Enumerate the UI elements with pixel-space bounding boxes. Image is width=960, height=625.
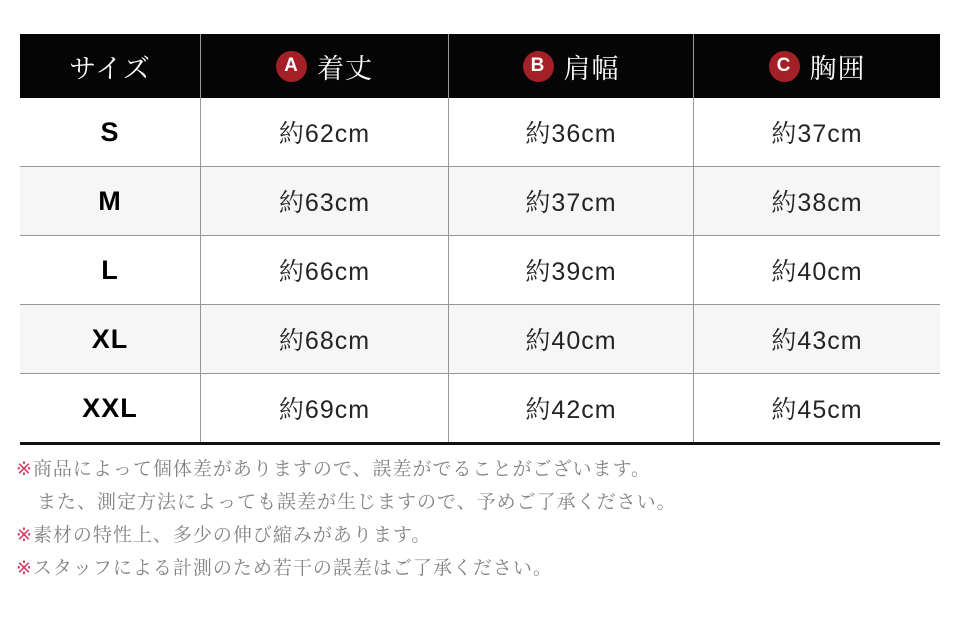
size-cell: XXL: [82, 392, 138, 423]
shoulder-value: 約40cm: [448, 305, 693, 373]
note-material-stretch: [16, 519, 946, 552]
table-header-row: [20, 34, 940, 98]
header-shoulder-label: 肩幅: [563, 53, 620, 84]
chest-value: 約45cm: [693, 374, 940, 442]
note-individual-difference-continued: また、測定方法によっても誤差が生じますので、予めご了承ください。: [37, 492, 677, 513]
size-cell: XL: [91, 323, 129, 354]
header-size: サイズ: [69, 53, 151, 84]
header-shoulder: [448, 34, 693, 98]
badge-a-icon: A: [276, 51, 307, 82]
length-value: 約68cm: [200, 305, 448, 373]
table-row-l: [20, 235, 940, 304]
note-individual-difference: [16, 453, 946, 486]
shoulder-value: 約37cm: [448, 167, 693, 235]
table-row-m: [20, 166, 940, 235]
shoulder-value: 約39cm: [448, 236, 693, 304]
shoulder-value: 約42cm: [448, 374, 693, 442]
note-marker: ※: [16, 525, 33, 546]
header-chest-label: 胸囲: [809, 53, 866, 84]
length-value: 約63cm: [200, 167, 448, 235]
note-marker: ※: [16, 459, 33, 480]
chest-value: 約43cm: [693, 305, 940, 373]
header-chest: [693, 34, 940, 98]
note-staff-measurement: [16, 552, 946, 585]
length-value: 約69cm: [200, 374, 448, 442]
size-cell: M: [98, 185, 122, 216]
note-text: スタッフによる計測のため若干の誤差はご了承ください。: [32, 558, 553, 579]
disclaimer-notes: [16, 453, 946, 585]
chest-value: 約37cm: [693, 98, 940, 166]
badge-c-icon: C: [769, 51, 800, 82]
chest-value: 約38cm: [693, 167, 940, 235]
note-marker: ※: [16, 558, 33, 579]
note-text: 素材の特性上、多少の伸び縮みがあります。: [32, 525, 432, 546]
header-length: [200, 34, 448, 98]
length-value: 約62cm: [200, 98, 448, 166]
chest-value: 約40cm: [693, 236, 940, 304]
size-chart-table: [20, 34, 940, 445]
note-text: 商品によって個体差がありますので、誤差がでることがございます。: [32, 459, 652, 480]
size-cell: L: [101, 254, 119, 285]
header-length-label: 着丈: [317, 53, 373, 84]
length-value: 約66cm: [200, 236, 448, 304]
table-row-xl: [20, 304, 940, 373]
size-cell: S: [100, 116, 120, 147]
shoulder-value: 約36cm: [448, 98, 693, 166]
table-row-xxl: [20, 373, 940, 442]
table-row-s: [20, 98, 940, 166]
badge-b-icon: B: [523, 51, 554, 82]
